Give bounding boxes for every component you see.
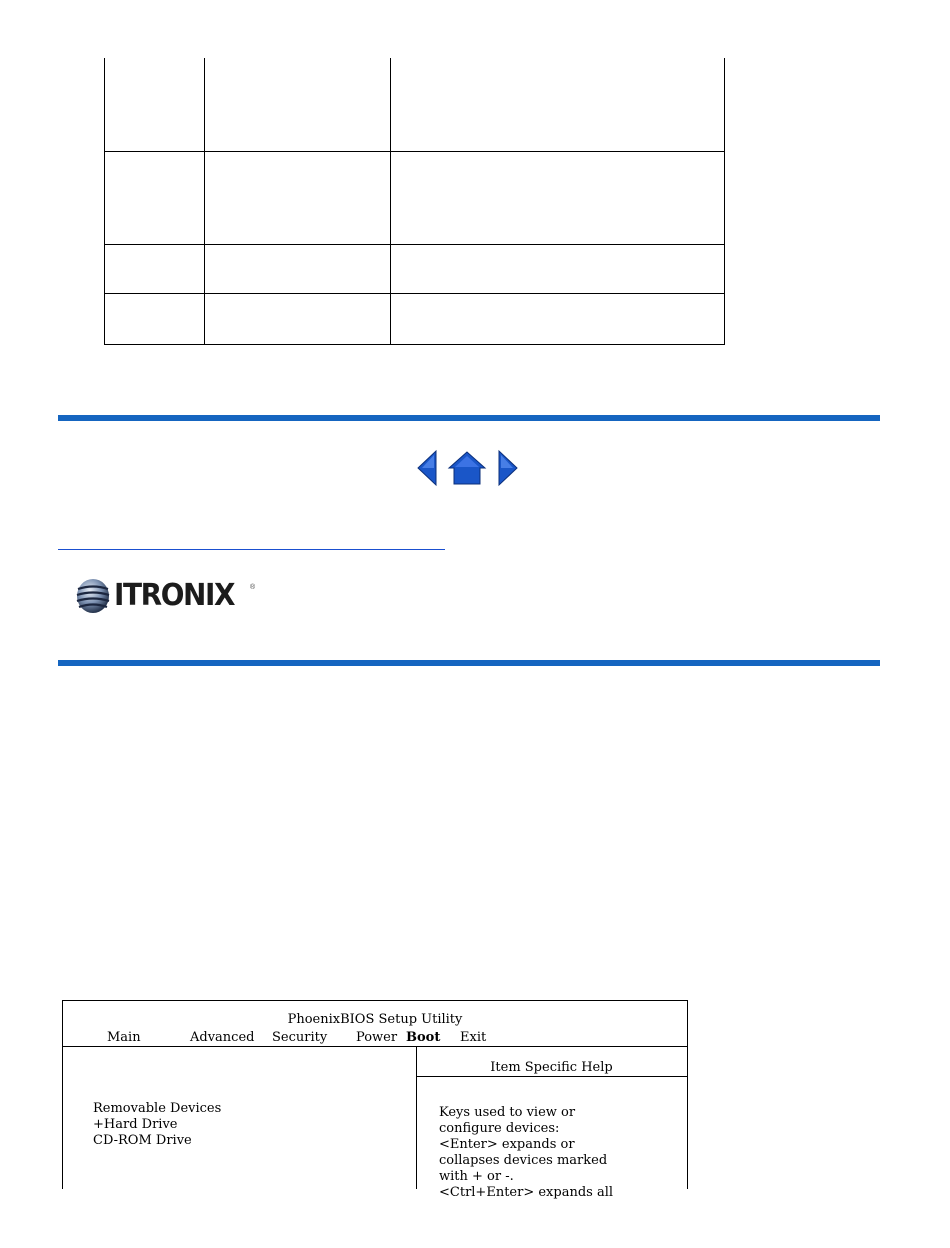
- home-button[interactable]: [447, 449, 487, 487]
- registered-mark: ®: [250, 584, 256, 591]
- bios-menu-boot: Boot: [406, 1030, 441, 1045]
- itronix-logo: [74, 576, 264, 618]
- bios-menu-main: Main: [107, 1030, 141, 1045]
- help-line: configure devices:: [439, 1121, 560, 1136]
- bios-title: PhoenixBIOS Setup Utility: [287, 1012, 463, 1027]
- list-item: +Hard Drive: [93, 1117, 178, 1132]
- bios-help-divider: [416, 1076, 687, 1077]
- divider-rule-top: [58, 415, 880, 421]
- bios-screenshot: [62, 1000, 688, 1200]
- next-page-button[interactable]: [497, 449, 519, 487]
- list-item: CD-ROM Drive: [93, 1133, 192, 1148]
- table-row-divider: [105, 293, 724, 294]
- table-row-divider: [105, 151, 724, 152]
- help-line: <Ctrl+Enter> expands all: [439, 1185, 614, 1200]
- bios-menu-divider: [63, 1046, 687, 1047]
- help-line: collapses devices marked: [439, 1153, 608, 1168]
- table-row-divider: [105, 244, 724, 245]
- hyperlink-underline[interactable]: [58, 549, 445, 550]
- bios-menu-advanced: Advanced: [190, 1030, 255, 1045]
- logo-wordmark: ITRONIX: [114, 578, 235, 613]
- left-arrow-icon: [416, 449, 438, 487]
- list-item: Removable Devices: [93, 1101, 222, 1116]
- table-column-divider: [204, 58, 205, 344]
- spec-table: [104, 58, 725, 345]
- table-column-divider: [390, 58, 391, 344]
- page-navigation: [416, 449, 520, 487]
- divider-rule-bottom: [58, 660, 880, 666]
- help-line: Keys used to view or: [439, 1105, 576, 1120]
- bios-menu-power: Power: [356, 1030, 398, 1045]
- bios-menu-exit: Exit: [460, 1030, 487, 1045]
- help-line: <Enter> expands or: [439, 1137, 575, 1152]
- home-icon: [447, 449, 487, 487]
- bios-menu-security: Security: [272, 1030, 328, 1045]
- bios-help-text: [439, 1105, 613, 1201]
- previous-page-button[interactable]: [416, 449, 438, 487]
- right-arrow-icon: [497, 449, 519, 487]
- help-line: with + or -.: [439, 1169, 514, 1184]
- bios-menu-bar: [63, 1030, 687, 1046]
- bios-help-title: Item Specific Help: [490, 1060, 613, 1075]
- bios-boot-device-list: [93, 1101, 221, 1149]
